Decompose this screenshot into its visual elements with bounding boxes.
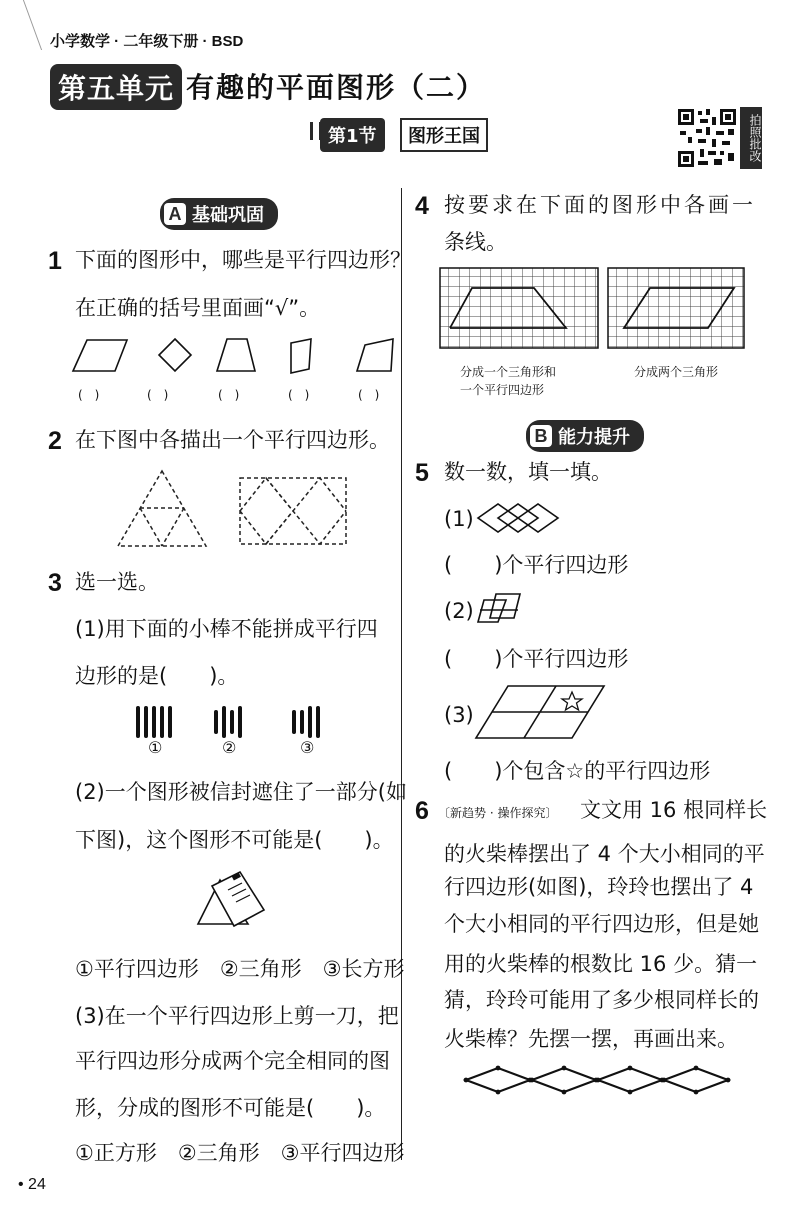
section-title: 图形王国 — [400, 118, 488, 152]
q3-p2-line1: (2)一个图形被信封遮住了一部分(如 — [75, 780, 407, 804]
q1-bracket-4[interactable]: ( ) — [288, 388, 310, 402]
q3-p3-line2: 平行四边形分成两个完全相同的图 — [75, 1049, 390, 1073]
q1-shape-parallelogram — [73, 340, 127, 371]
q3-stick-label-2: ② — [222, 738, 237, 757]
q4-caption-right: 分成两个三角形 — [634, 365, 719, 379]
unit-title: 有趣的平面图形（二） — [186, 71, 487, 104]
q2-figures[interactable] — [115, 468, 365, 552]
part-a-letter: A — [164, 203, 186, 225]
q1-bracket-2[interactable]: ( ) — [147, 388, 169, 402]
star-icon — [562, 692, 582, 710]
part-a-heading — [160, 198, 278, 230]
q5-figure-2 — [476, 590, 526, 630]
q4-caption-left-2: 一个平行四边形 — [460, 383, 545, 397]
q5-title: 数一数，填一填。 — [444, 460, 612, 484]
page-number: • 24 — [18, 1176, 46, 1193]
q3-envelope-figure — [192, 868, 272, 934]
q1-shape-irregular — [357, 339, 393, 371]
qr-code-icon[interactable] — [676, 107, 738, 169]
q6-line5: 用的火柴棒的根数比 16 少。猜一 — [444, 952, 758, 976]
q3-title: 选一选。 — [75, 570, 159, 594]
q5-answer-3[interactable]: ( )个包含☆的平行四边形 — [444, 759, 711, 783]
q1-line2: 在正确的括号里面画“√”。 — [75, 296, 321, 320]
q1-shapes — [65, 335, 405, 383]
q4-grid-right[interactable] — [608, 268, 744, 348]
q2-number: 2 — [48, 427, 62, 455]
q4-caption-left-1: 分成一个三角形和 — [460, 365, 557, 379]
q5-answer-1[interactable]: ( )个平行四边形 — [444, 553, 629, 577]
q3-p1-line2: 边形的是( )。 — [75, 664, 239, 688]
part-b-heading — [526, 420, 644, 452]
q2-text: 在下图中各描出一个平行四边形。 — [75, 428, 390, 452]
q3-p3-line3: 形，分成的图形不可能是( )。 — [75, 1096, 386, 1120]
section-badge: 第1节 — [320, 118, 385, 152]
q3-p3-options: ①正方形 ②三角形 ③平行四边形 — [75, 1141, 405, 1165]
q4-grid-left[interactable] — [440, 268, 598, 348]
part-b-label: 能力提升 — [558, 427, 630, 448]
q6-line4: 个大小相同的平行四边形，但是她 — [444, 912, 759, 936]
q1-line1: 下面的图形中，哪些是平行四边形？ — [75, 248, 411, 272]
q1-shape-quad — [291, 339, 311, 373]
q1-bracket-5[interactable]: ( ) — [358, 388, 380, 402]
q6-line3: 行四边形(如图)，玲玲也摆出了 4 — [444, 875, 754, 899]
q5-answer-2[interactable]: ( )个平行四边形 — [444, 647, 629, 671]
part-a-label: 基础巩固 — [192, 205, 264, 226]
q3-p3-line1: (3)在一个平行四边形上剪一刀，把 — [75, 1004, 399, 1028]
q3-p1-line1: (1)用下面的小棒不能拼成平行四 — [75, 617, 378, 641]
page-corner-mark — [1, 0, 42, 50]
q3-sticks — [130, 704, 330, 740]
q4-number: 4 — [415, 192, 429, 220]
q6-line1-rest: 文文用 16 根同样长 — [580, 798, 768, 822]
qr-label: 拍照批改 — [740, 107, 762, 169]
q6-line7: 火柴棒？先摆一摆，再画出来。 — [444, 1027, 738, 1051]
q1-bracket-3[interactable]: ( ) — [218, 388, 240, 402]
part-b-letter: B — [530, 425, 552, 447]
q4-line1: 按要求在下面的图形中各画一 — [444, 193, 756, 217]
q1-shape-square — [159, 339, 191, 371]
q6-line2: 的火柴棒摆出了 4 个大小相同的平 — [444, 842, 765, 866]
q6-tag: 〔新趋势 · 操作探究〕 — [438, 806, 558, 820]
q5-figure-3 — [472, 682, 612, 742]
q3-number: 3 — [48, 569, 62, 597]
q1-number: 1 — [48, 247, 62, 275]
q6-number: 6 — [415, 797, 429, 825]
q1-shape-trapezoid — [217, 339, 255, 371]
q3-stick-label-3: ③ — [300, 738, 315, 757]
unit-badge: 第五单元 — [50, 64, 182, 110]
q6-matchstick-figure — [462, 1064, 734, 1098]
q3-p2-line2: 下图)，这个图形不可能是( )。 — [75, 828, 394, 852]
column-divider — [401, 188, 402, 1160]
q5-p3-label: (3) — [444, 703, 474, 727]
q4-line2: 条线。 — [444, 230, 507, 254]
book-title: 小学数学 · 二年级下册 · BSD — [50, 33, 244, 50]
q1-bracket-1[interactable]: ( ) — [78, 388, 100, 402]
q3-p2-options: ①平行四边形 ②三角形 ③长方形 — [75, 957, 405, 981]
q5-figure-1 — [476, 500, 566, 536]
q4-grids[interactable] — [438, 266, 758, 358]
q5-p2-label: (2) — [444, 599, 474, 623]
q6-line6: 猜，玲玲可能用了多少根同样长的 — [444, 988, 759, 1012]
q3-stick-label-1: ① — [148, 738, 163, 757]
q5-number: 5 — [415, 459, 429, 487]
q5-p1-label: (1) — [444, 507, 474, 531]
